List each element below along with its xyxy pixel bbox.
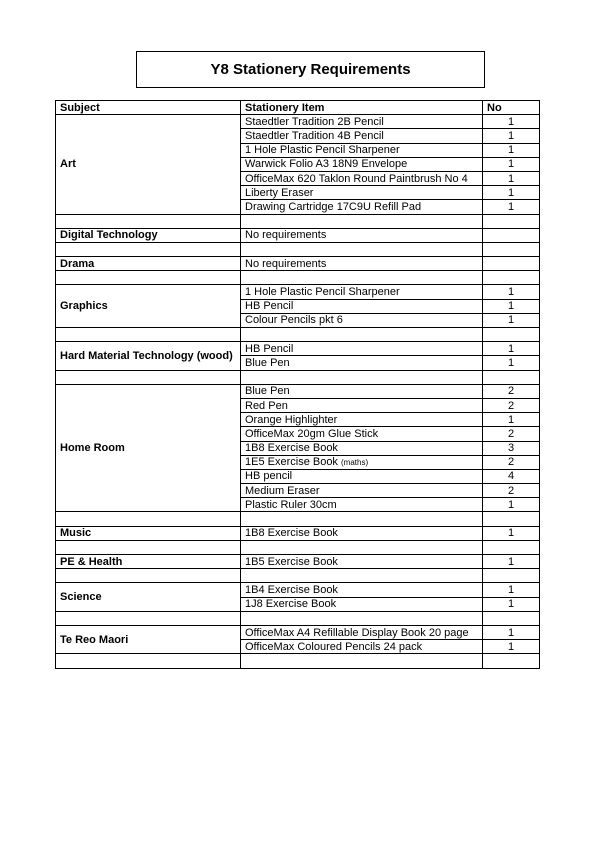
spacer-row — [56, 611, 540, 625]
item-cell — [241, 115, 483, 129]
quantity-cell: 1 — [483, 640, 540, 654]
item-cell — [241, 342, 483, 356]
quantity-cell: 1 — [483, 115, 540, 129]
item-name: 1B8 Exercise Book — [245, 442, 338, 455]
table-row — [56, 115, 540, 129]
item-cell — [241, 640, 483, 654]
item-column-header: Stationery Item — [241, 101, 483, 115]
table-row — [56, 384, 540, 398]
quantity-cell: 2 — [483, 455, 540, 469]
item-cell — [241, 469, 483, 483]
quantity-cell: 1 — [483, 555, 540, 569]
item-name: 1J8 Exercise Book — [245, 598, 337, 611]
quantity-cell: 2 — [483, 484, 540, 498]
quantity-cell: 1 — [483, 356, 540, 370]
spacer-row — [56, 242, 540, 256]
item-cell — [241, 257, 483, 271]
item-cell — [241, 143, 483, 157]
item-name: Drawing Cartridge 17C9U Refill Pad — [245, 200, 422, 213]
item-note: (maths) — [341, 457, 369, 467]
empty-cell — [241, 540, 483, 554]
subject-cell: Digital Technology — [56, 228, 241, 242]
item-name: 1E5 Exercise Book — [245, 455, 338, 468]
item-name: Orange Highlighter — [245, 413, 338, 426]
spacer-row — [56, 214, 540, 228]
quantity-cell: 1 — [483, 129, 540, 143]
item-cell — [241, 555, 483, 569]
item-name: Warwick Folio A3 18N9 Envelope — [245, 158, 408, 171]
empty-cell — [56, 654, 241, 668]
item-name: Plastic Ruler 30cm — [245, 498, 337, 511]
empty-cell — [56, 370, 241, 384]
item-cell — [241, 484, 483, 498]
quantity-cell: 1 — [483, 186, 540, 200]
empty-cell — [241, 370, 483, 384]
item-name: Liberty Eraser — [245, 186, 314, 199]
subject-cell: Science — [56, 583, 241, 611]
empty-cell — [241, 328, 483, 342]
table-row — [56, 285, 540, 299]
subject-cell: Music — [56, 526, 241, 540]
item-cell — [241, 625, 483, 639]
quantity-cell: 1 — [483, 342, 540, 356]
quantity-cell: 1 — [483, 413, 540, 427]
item-cell — [241, 398, 483, 412]
item-name: 1B5 Exercise Book — [245, 555, 338, 568]
quantity-cell: 3 — [483, 441, 540, 455]
spacer-row — [56, 654, 540, 668]
item-cell — [241, 526, 483, 540]
spacer-row — [56, 328, 540, 342]
item-name: Staedtler Tradition 4B Pencil — [245, 129, 384, 142]
quantity-cell: 1 — [483, 313, 540, 327]
item-cell — [241, 498, 483, 512]
empty-cell — [241, 654, 483, 668]
item-name: HB Pencil — [245, 342, 294, 355]
item-cell — [241, 427, 483, 441]
item-name: No requirements — [245, 229, 327, 242]
empty-cell — [241, 242, 483, 256]
quantity-cell: 1 — [483, 157, 540, 171]
empty-cell — [483, 271, 540, 285]
table-row — [56, 526, 540, 540]
quantity-cell: 1 — [483, 200, 540, 214]
item-name: Red Pen — [245, 399, 288, 412]
item-name: 1 Hole Plastic Pencil Sharpener — [245, 286, 400, 299]
item-name: Blue Pen — [245, 356, 290, 369]
item-cell — [241, 200, 483, 214]
item-name: 1B8 Exercise Book — [245, 527, 338, 540]
quantity-cell: 2 — [483, 398, 540, 412]
subject-cell: Home Room — [56, 384, 241, 512]
subject-column-header: Subject — [56, 101, 241, 115]
item-cell — [241, 597, 483, 611]
quantity-cell: 1 — [483, 299, 540, 313]
subject-cell: PE & Health — [56, 555, 241, 569]
item-cell — [241, 171, 483, 185]
item-name: Staedtler Tradition 2B Pencil — [245, 115, 384, 128]
subject-cell: Art — [56, 115, 241, 214]
empty-cell — [241, 512, 483, 526]
empty-cell — [241, 271, 483, 285]
empty-cell — [483, 370, 540, 384]
quantity-cell: 1 — [483, 583, 540, 597]
quantity-cell: 1 — [483, 597, 540, 611]
item-cell — [241, 186, 483, 200]
table-row — [56, 583, 540, 597]
item-cell — [241, 157, 483, 171]
empty-cell — [56, 540, 241, 554]
subject-cell: Drama — [56, 257, 241, 271]
empty-cell — [483, 512, 540, 526]
empty-cell — [241, 569, 483, 583]
item-cell — [241, 441, 483, 455]
stationery-table — [55, 100, 540, 669]
empty-cell — [483, 654, 540, 668]
subject-cell: Te Reo Maori — [56, 625, 241, 653]
empty-cell — [56, 611, 241, 625]
spacer-row — [56, 271, 540, 285]
quantity-cell: 1 — [483, 526, 540, 540]
page-title: Y8 Stationery Requirements — [136, 51, 485, 88]
empty-cell — [483, 540, 540, 554]
empty-cell — [241, 214, 483, 228]
empty-cell — [483, 569, 540, 583]
no-column-header: No — [483, 101, 540, 115]
quantity-cell: 1 — [483, 625, 540, 639]
item-name: 1B4 Exercise Book — [245, 583, 338, 596]
item-cell — [241, 285, 483, 299]
subject-cell: Hard Material Technology (wood) — [56, 342, 241, 370]
item-name: Medium Eraser — [245, 484, 320, 497]
item-name: HB pencil — [245, 470, 293, 483]
item-name: HB Pencil — [245, 300, 294, 313]
item-cell — [241, 384, 483, 398]
item-cell — [241, 455, 483, 469]
empty-cell — [483, 242, 540, 256]
quantity-cell — [483, 257, 540, 271]
item-cell — [241, 356, 483, 370]
item-cell — [241, 413, 483, 427]
table-row — [56, 342, 540, 356]
item-name: Colour Pencils pkt 6 — [245, 314, 343, 327]
empty-cell — [56, 569, 241, 583]
item-cell — [241, 299, 483, 313]
empty-cell — [483, 328, 540, 342]
empty-cell — [483, 214, 540, 228]
spacer-row — [56, 540, 540, 554]
empty-cell — [241, 611, 483, 625]
item-name: 1 Hole Plastic Pencil Sharpener — [245, 144, 400, 157]
quantity-cell: 1 — [483, 285, 540, 299]
item-name: Blue Pen — [245, 385, 290, 398]
quantity-cell — [483, 228, 540, 242]
spacer-row — [56, 370, 540, 384]
quantity-cell: 2 — [483, 384, 540, 398]
item-cell — [241, 583, 483, 597]
empty-cell — [56, 214, 241, 228]
item-name: No requirements — [245, 257, 327, 270]
item-name: OfficeMax A4 Refillable Display Book 20 page — [245, 626, 469, 639]
table-row — [56, 625, 540, 639]
empty-cell — [56, 242, 241, 256]
table-row — [56, 555, 540, 569]
item-name: OfficeMax Coloured Pencils 24 pack — [245, 640, 423, 653]
item-name: OfficeMax 620 Taklon Round Paintbrush No 4 — [245, 172, 468, 185]
table-row — [56, 228, 540, 242]
empty-cell — [483, 611, 540, 625]
quantity-cell: 1 — [483, 143, 540, 157]
empty-cell — [56, 328, 241, 342]
item-cell — [241, 228, 483, 242]
spacer-row — [56, 512, 540, 526]
item-cell — [241, 129, 483, 143]
quantity-cell: 1 — [483, 171, 540, 185]
table-row — [56, 257, 540, 271]
item-name: OfficeMax 20gm Glue Stick — [245, 427, 379, 440]
quantity-cell: 1 — [483, 498, 540, 512]
empty-cell — [56, 512, 241, 526]
empty-cell — [56, 271, 241, 285]
quantity-cell: 2 — [483, 427, 540, 441]
quantity-cell: 4 — [483, 469, 540, 483]
header-row — [56, 101, 540, 115]
subject-cell: Graphics — [56, 285, 241, 328]
item-cell — [241, 313, 483, 327]
spacer-row — [56, 569, 540, 583]
